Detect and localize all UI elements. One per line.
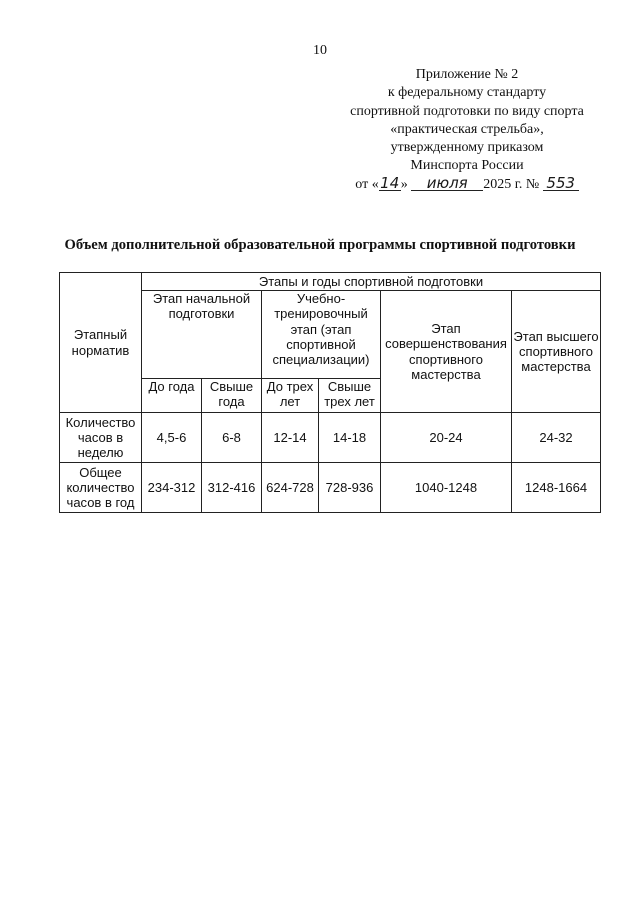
header-training-over-three: Свыше трех лет [319, 379, 381, 413]
table-row [60, 463, 601, 513]
header-stage-improvement: Этап совершенствования спортивного мастерства [381, 291, 512, 413]
order-line [330, 173, 604, 194]
header-stage-higher: Этап высшего спортивного мастерства [512, 291, 601, 413]
appendix-line: к федеральному стандарту [387, 85, 547, 101]
order-prefix: от « [355, 176, 379, 192]
table-cell: 312-416 [202, 463, 262, 513]
program-volume-table [59, 272, 601, 513]
row-label: Количество часов в неделю [60, 413, 142, 463]
row-label: Общее количество часов в год [60, 463, 142, 513]
table-cell: 14-18 [319, 413, 381, 463]
table-row [60, 413, 601, 463]
appendix-line: Минспорта России [410, 158, 524, 174]
header-stage-training: Учебно-тренировочный этап (этап спортивной специализации) [262, 291, 381, 379]
header-training-up-to-three: До трех лет [262, 379, 319, 413]
appendix-line: утвержденному приказом [390, 140, 544, 156]
order-number: 553 [543, 176, 579, 191]
appendix-line: спортивной подготовки по виду спорта [350, 103, 584, 119]
table-cell: 728-936 [319, 463, 381, 513]
order-year-number: 2025 г. № [483, 176, 540, 192]
page-number: 10 [313, 43, 327, 58]
appendix-line: Приложение № 2 [415, 67, 519, 82]
table-cell: 1040-1248 [381, 463, 512, 513]
order-month: июля [411, 176, 483, 191]
header-initial-up-to-year: До года [142, 379, 202, 413]
table-cell: 20-24 [381, 413, 512, 463]
header-stage-initial: Этап начальной подготовки [142, 291, 262, 379]
table-cell: 24-32 [512, 413, 601, 463]
appendix-block [330, 66, 604, 194]
header-stages-group: Этапы и годы спортивной подготовки [142, 273, 601, 291]
table-cell: 624-728 [262, 463, 319, 513]
table-cell: 6-8 [202, 413, 262, 463]
table-cell: 4,5-6 [142, 413, 202, 463]
header-norm: Этапный норматив [60, 273, 142, 413]
order-quote-close: » [400, 176, 408, 192]
document-title: Объем дополнительной образовательной программы спортивной подготовки [64, 237, 576, 253]
table-cell: 12-14 [262, 413, 319, 463]
order-day: 14 [380, 173, 400, 192]
header-initial-over-year: Свыше года [202, 379, 262, 413]
table-cell: 234-312 [142, 463, 202, 513]
table-cell: 1248-1664 [512, 463, 601, 513]
appendix-line: «практическая стрельба», [390, 121, 544, 137]
